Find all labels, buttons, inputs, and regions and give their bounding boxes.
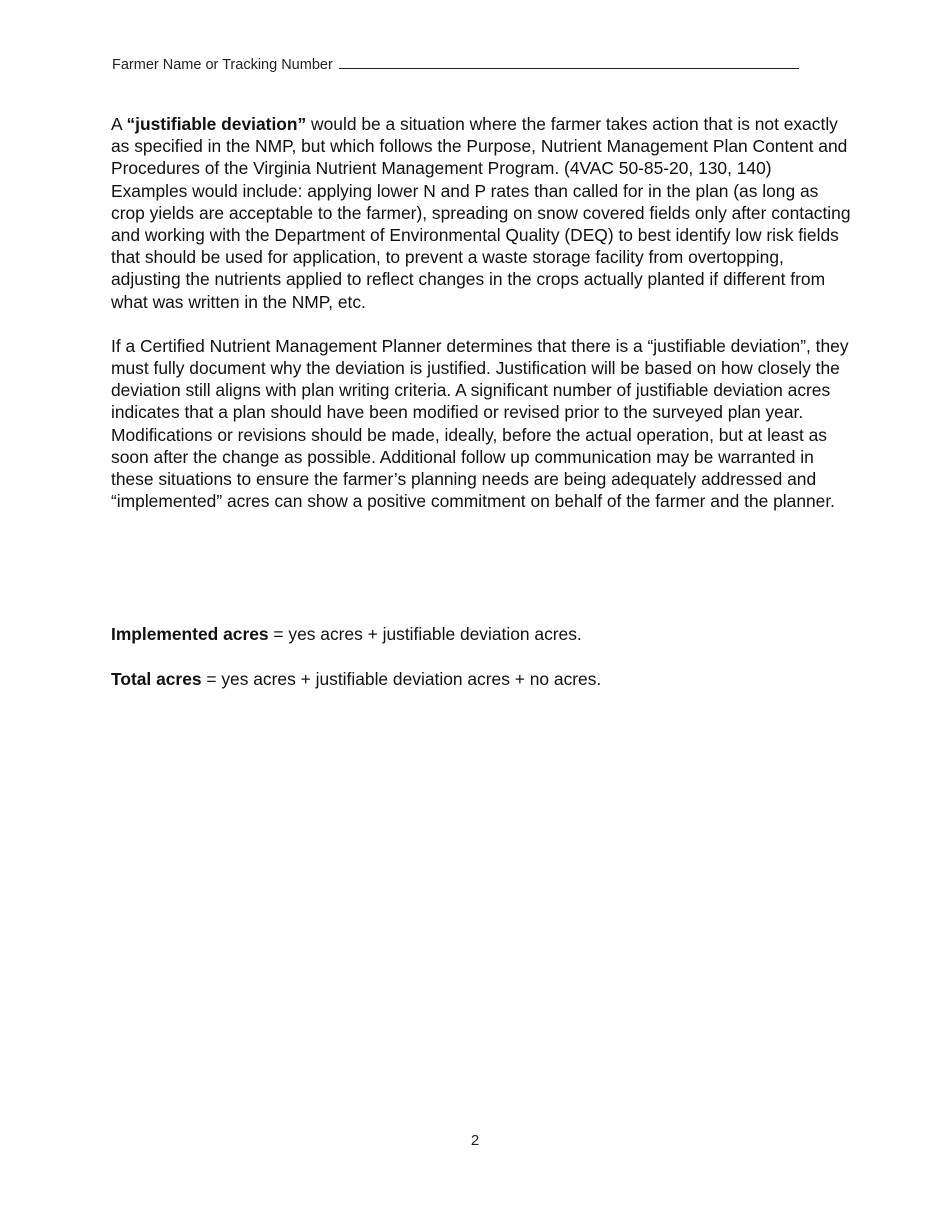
implemented-acres-term: Implemented acres [111, 624, 269, 644]
implemented-acres-text: = yes acres + justifiable deviation acres. [268, 624, 582, 644]
definition-term: “justifiable deviation” [126, 114, 307, 134]
farmer-name-blank-line [339, 56, 799, 69]
farmer-name-header [112, 56, 832, 73]
total-acres-text: = yes acres + justifiable deviation acres + no acres. [201, 669, 602, 689]
page-number: 2 [470, 1132, 480, 1149]
definition-prefix: A [111, 114, 127, 134]
examples-paragraph: Examples would include: applying lower N and P rates than called for in the plan (as long as crop yields are acceptable to the farmer), spreading on snow covered fields only after contacting and working with the Department of Environmental Quality (DEQ) to best identify low risk fields that should be used for application, to prevent a waste storage facility from overtopping, adjusting the nutrients applied to reflect changes in the crops actually planted if different from what was written in the NMP, etc. [111, 180, 851, 312]
implemented-acres-formula [111, 624, 582, 645]
documentation-paragraph: If a Certified Nutrient Management Planner determines that there is a “justifiable deviation”, they must fully document why the deviation is justified. Justification will be based on how closely the deviation still aligns with plan writing criteria. A significant number of justifiable deviation acres indicates that a plan should have been modified or revised prior to the surveyed plan year. Modifications or revisions should be made, ideally, before the actual operation, but at least as soon after the change as possible. Additional follow up communication may be warranted in these situations to ensure the farmer’s planning needs are being adequately addressed and “implemented” acres can show a positive commitment on behalf of the farmer and the planner. [111, 335, 849, 512]
total-acres-formula [111, 669, 601, 690]
document-body [111, 113, 851, 512]
farmer-name-label: Farmer Name or Tracking Number [112, 57, 333, 73]
definition-text: would be a situation where the farmer takes action that is not exactly as specified in the NMP, but which follows the Purpose, Nutrient Management Plan Content and Procedures of the Virginia Nutrient Management Program. (4VAC 50-85-20, 130, 140) [111, 114, 848, 179]
definition-paragraph [111, 113, 851, 180]
total-acres-term: Total acres [111, 669, 202, 689]
